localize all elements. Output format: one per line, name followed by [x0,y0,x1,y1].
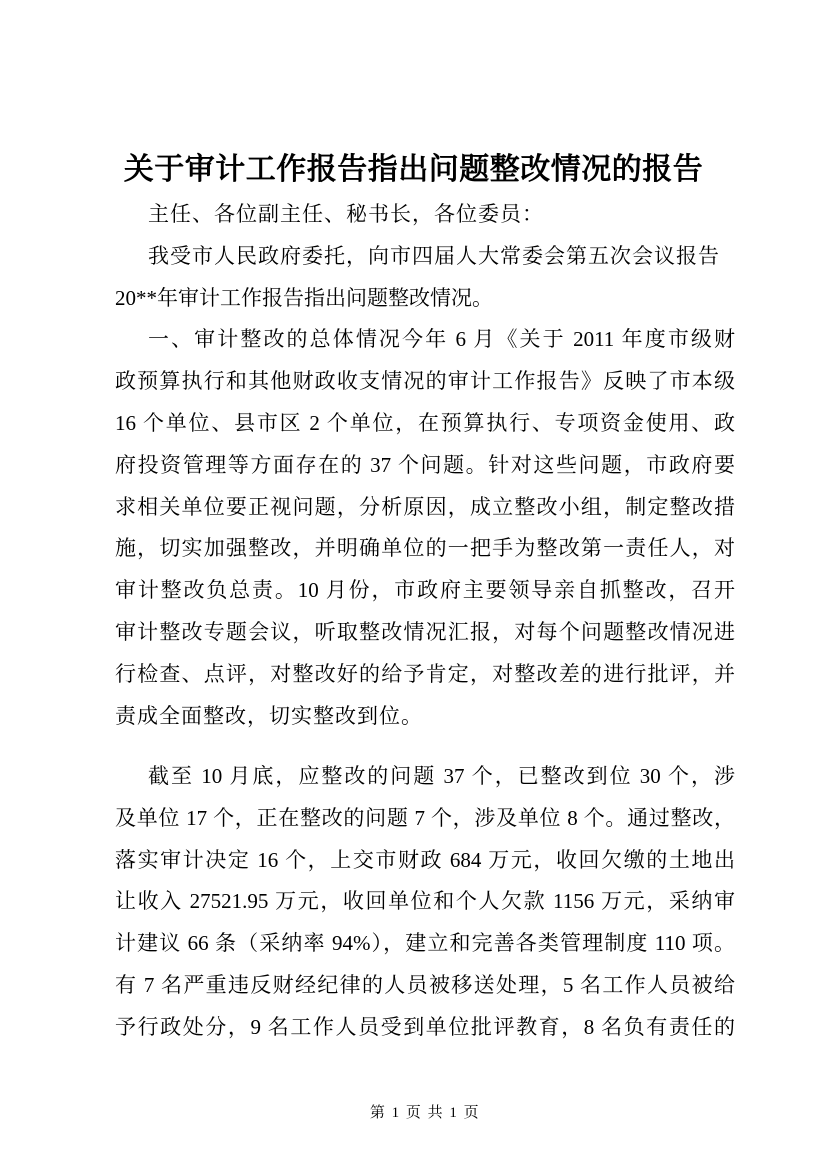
paragraph-line: 府投资管理等方面存在的 37 个问题。针对这些问题，市政府要 [115,452,735,477]
paragraph-line: 16 个单位、县市区 2 个单位，在预算执行、专项资金使用、政 [115,410,735,435]
paragraph-line: 及单位 17 个，正在整改的问题 7 个，涉及单位 8 个。通过整改， [115,805,735,830]
paragraph-line: 有 7 名严重违反财经纪律的人员被移送处理，5 名工作人员被给 [115,972,735,997]
paragraph-results [115,756,735,1049]
document-body [115,194,735,1049]
page-footer [115,1102,735,1124]
paragraph-line: 主任、各位副主任、秘书长，各位委员： [148,202,544,226]
paragraph-line: 计建议 66 条（采纳率 94%），建立和完善各类管理制度 110 项。 [115,931,735,956]
paragraph-line: 截至 10 月底，应整改的问题 37 个，已整改到位 30 个，涉 [148,763,735,788]
paragraph-line: 予行政处分，9 名工作人员受到单位批评教育，8 名负有责任的 [115,1014,735,1039]
paragraph-line: 求相关单位要正视问题，分析原因，成立整改小组，制定整改措 [115,494,735,519]
paragraph-line: 责成全面整改，切实整改到位。 [115,703,423,728]
paragraph-line: 让收入 27521.95 万元，收回单位和个人欠款 1156 万元，采纳审 [115,889,735,914]
page-number: 第 1 页 共 1 页 [369,1105,481,1121]
paragraph-line: 审计整改专题会议，听取整改情况汇报，对每个问题整改情况进 [115,619,735,644]
document-title: 关于审计工作报告指出问题整改情况的报告 [123,153,704,186]
paragraph-line: 我受市人民政府委托，向市四届人大常委会第五次会议报告 [148,243,720,268]
paragraph-line: 20**年审计工作报告指出问题整改情况。 [115,285,493,310]
paragraph-line: 施，切实加强整改，并明确单位的一把手为整改第一责任人，对 [115,536,735,561]
paragraph-line: 政预算执行和其他财政收支情况的审计工作报告》反映了市本级 [115,369,735,394]
paragraph-line: 落实审计决定 16 个，上交市财政 684 万元，收回欠缴的土地出 [115,847,735,872]
paragraph-line: 审计整改负总责。10 月份，市政府主要领导亲自抓整改，召开 [115,578,735,603]
paragraph-line: 一、审计整改的总体情况今年 6 月《关于 2011 年度市级财 [148,327,735,352]
paragraph-intro [115,236,735,320]
paragraph-salutation [115,194,735,236]
paragraph-overview [115,319,735,737]
paragraph-line: 行检查、点评，对整改好的给予肯定，对整改差的进行批评，并 [115,661,735,686]
